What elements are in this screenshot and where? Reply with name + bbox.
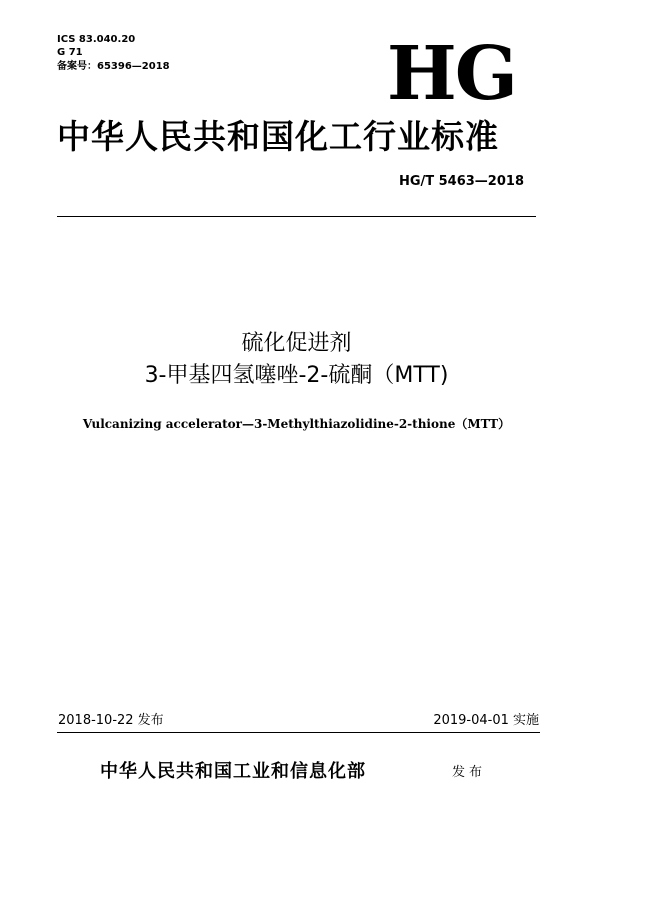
hg-logo: HG [386, 31, 516, 117]
document-title-cn-line1: 硫化促进剂 [241, 331, 352, 356]
issuing-authority: 中华人民共和国工业和信息化部 [100, 761, 366, 782]
ics-code: ICS 83.040.20 [57, 34, 136, 45]
industry-standard-title: 中华人民共和国化工行业标准 [57, 117, 499, 156]
record-number: 备案号：65396—2018 [57, 61, 170, 72]
document-title-en: Vulcanizing accelerator—3-Methylthiazolidine-2-thione（MTT） [82, 417, 511, 431]
ccs-code: G 71 [57, 47, 83, 58]
issuing-label: 发布 [452, 765, 487, 780]
document-title-cn-line2: 3-甲基四氢噻唑-2-硫酮（MTT) [144, 363, 449, 388]
implementation-date: 2019-04-01 实施 [433, 713, 539, 728]
issue-date: 2018-10-22 发布 [58, 713, 164, 728]
bottom-divider [57, 732, 540, 733]
standard-number: HG/T 5463—2018 [398, 174, 524, 189]
top-divider [57, 216, 536, 217]
